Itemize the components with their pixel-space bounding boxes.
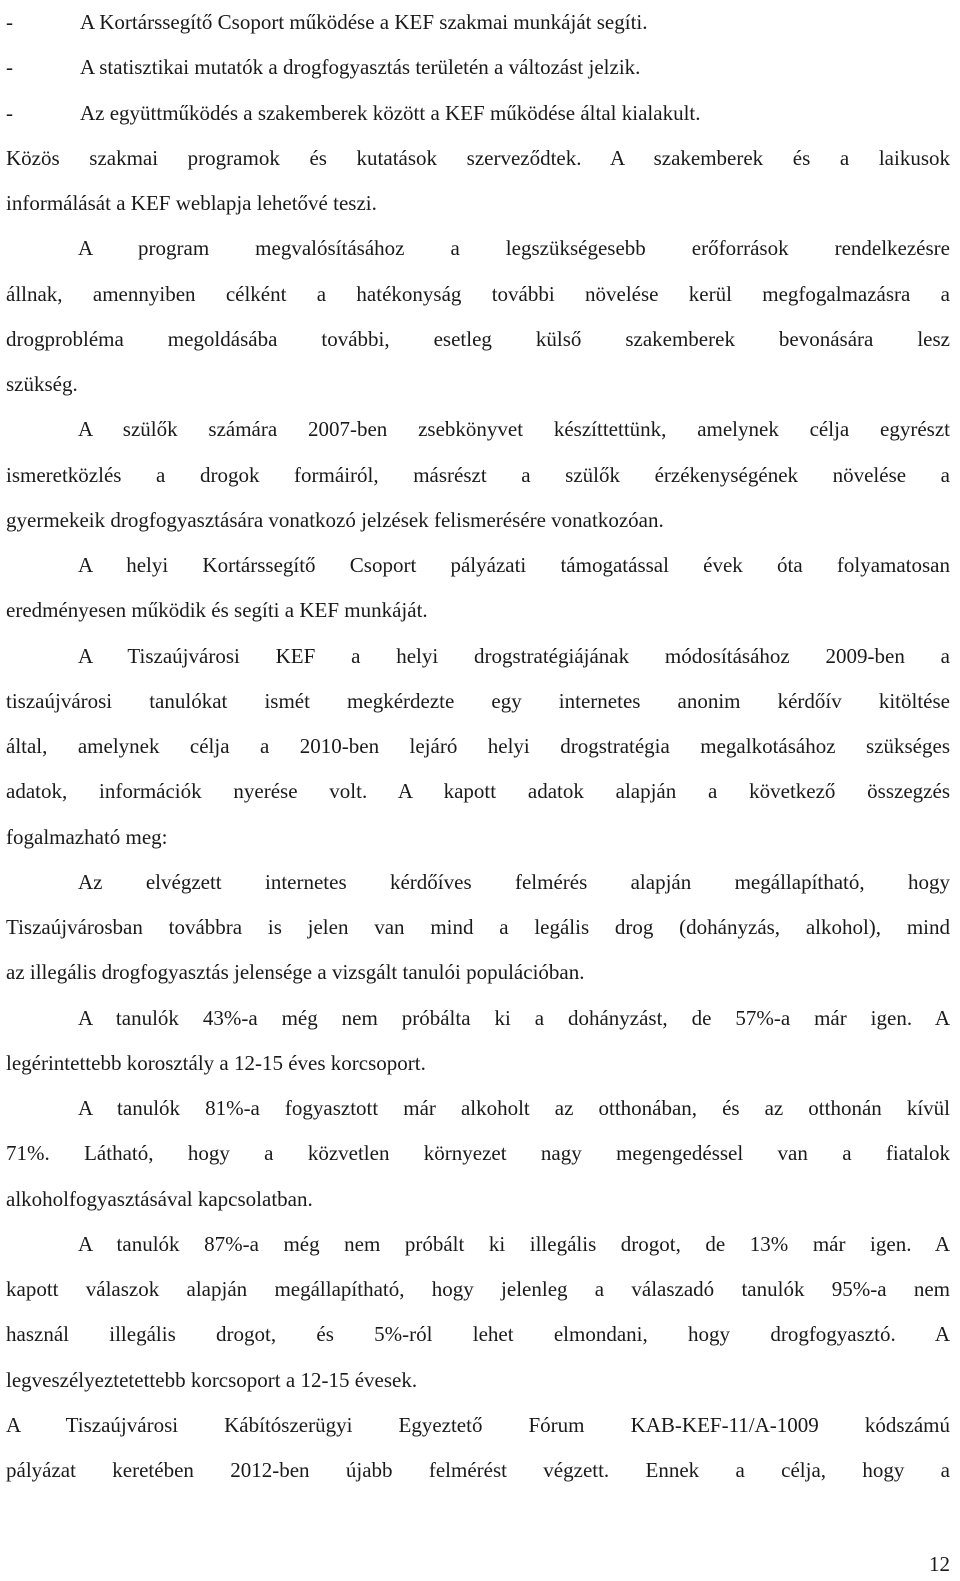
text-line: adatok, információk nyerése volt. A kapott adatok alapján a következő összegzés bbox=[6, 779, 950, 804]
text-line: kapott válaszok alapján megállapítható, hogy jelenleg a válaszadó tanulók 95%-a nem bbox=[6, 1277, 950, 1301]
text-line: az illegális drogfogyasztás jelensége a vizsgált tanulói populációban. bbox=[6, 960, 585, 985]
text-line: 71%. Látható, hogy a közvetlen környezet nagy megengedéssel van a fiatalok bbox=[6, 1141, 950, 1166]
text-line: A szülők számára 2007-ben zsebkönyvet készíttettünk, amelynek célja egyrészt bbox=[78, 417, 950, 442]
text-line: pályázat keretében 2012-ben újabb felmérést végzett. Ennek a célja, hogy a bbox=[6, 1458, 950, 1482]
text-line: tiszaújvárosi tanulókat ismét megkérdezte egy internetes anonim kérdőív kitöltése bbox=[6, 688, 950, 713]
text-line: használ illegális drogot, és 5%-ról lehet elmondani, hogy drogfogyasztó. A bbox=[6, 1322, 950, 1347]
document-page bbox=[6, 0, 950, 1493]
text-line: alkoholfogyasztásával kapcsolatban. bbox=[6, 1186, 313, 1211]
bullet-dash: - bbox=[6, 55, 13, 80]
text-line: ismeretközlés a drogok formáiról, másrészt a szülők érzékenységének növelése a bbox=[6, 462, 950, 487]
text-line: gyermekeik drogfogyasztására vonatkozó jelzések felismerésére vonatkozóan. bbox=[6, 507, 664, 532]
bullet-text: A Kortárssegítő Csoport működése a KEF szakmai munkáját segíti. bbox=[80, 10, 648, 34]
text-line: legveszélyeztetettebb korcsoport a 12-15 évesek. bbox=[6, 1367, 418, 1392]
text-line: Az elvégzett internetes kérdőíves felmérés alapján megállapítható, hogy bbox=[78, 869, 950, 894]
text-line: A tanulók 81%-a fogyasztott már alkoholt az otthonában, és az otthonán kívül bbox=[78, 1096, 950, 1120]
page-number: 12 bbox=[929, 1552, 950, 1576]
text-line: Közös szakmai programok és kutatások szerveződtek. A szakemberek és a laikusok bbox=[6, 145, 950, 170]
text-line: A tanulók 87%-a még nem próbált ki illegális drogot, de 13% már igen. A bbox=[78, 1231, 950, 1256]
text-line: legérintettebb korosztály a 12-15 éves korcsoport. bbox=[6, 1050, 426, 1075]
text-line: által, amelynek célja a 2010-ben lejáró helyi drogstratégia megalkotásához szükséges bbox=[6, 734, 950, 758]
text-line: informálását a KEF weblapja lehetővé teszi. bbox=[6, 191, 377, 215]
text-line: A Tiszaújvárosi KEF a helyi drogstratégiájának módosításához 2009-ben a bbox=[78, 643, 950, 668]
text-line: fogalmazható meg: bbox=[6, 824, 168, 849]
text-line: eredményesen működik és segíti a KEF munkáját. bbox=[6, 598, 428, 623]
text-line: állnak, amennyiben célként a hatékonyság további növelése kerül megfogalmazásra a bbox=[6, 281, 950, 306]
text-line: drogprobléma megoldásába további, esetleg külső szakemberek bevonására lesz bbox=[6, 326, 950, 351]
bullet-dash: - bbox=[6, 100, 13, 125]
bullet-dash: - bbox=[6, 10, 13, 34]
bullet-text: Az együttműködés a szakemberek között a KEF működése által kialakult. bbox=[80, 100, 701, 125]
bullet-text: A statisztikai mutatók a drogfogyasztás területén a változást jelzik. bbox=[80, 55, 641, 80]
bullet-item bbox=[6, 0, 950, 45]
text-line: A tanulók 43%-a még nem próbálta ki a dohányzást, de 57%-a már igen. A bbox=[78, 1005, 950, 1030]
text-line: Tiszaújvárosban továbbra is jelen van mind a legális drog (dohányzás, alkohol), mind bbox=[6, 915, 950, 939]
bullet-item bbox=[6, 91, 950, 136]
text-line: szükség. bbox=[6, 372, 78, 396]
text-line: A helyi Kortárssegítő Csoport pályázati támogatással évek óta folyamatosan bbox=[78, 553, 950, 577]
text-line: A Tiszaújvárosi Kábítószerügyi Egyeztető Fórum KAB-KEF-11/A-1009 kódszámú bbox=[6, 1412, 950, 1437]
text-line: A program megvalósításához a legszükségesebb erőforrások rendelkezésre bbox=[78, 236, 950, 261]
bullet-item bbox=[6, 45, 950, 90]
